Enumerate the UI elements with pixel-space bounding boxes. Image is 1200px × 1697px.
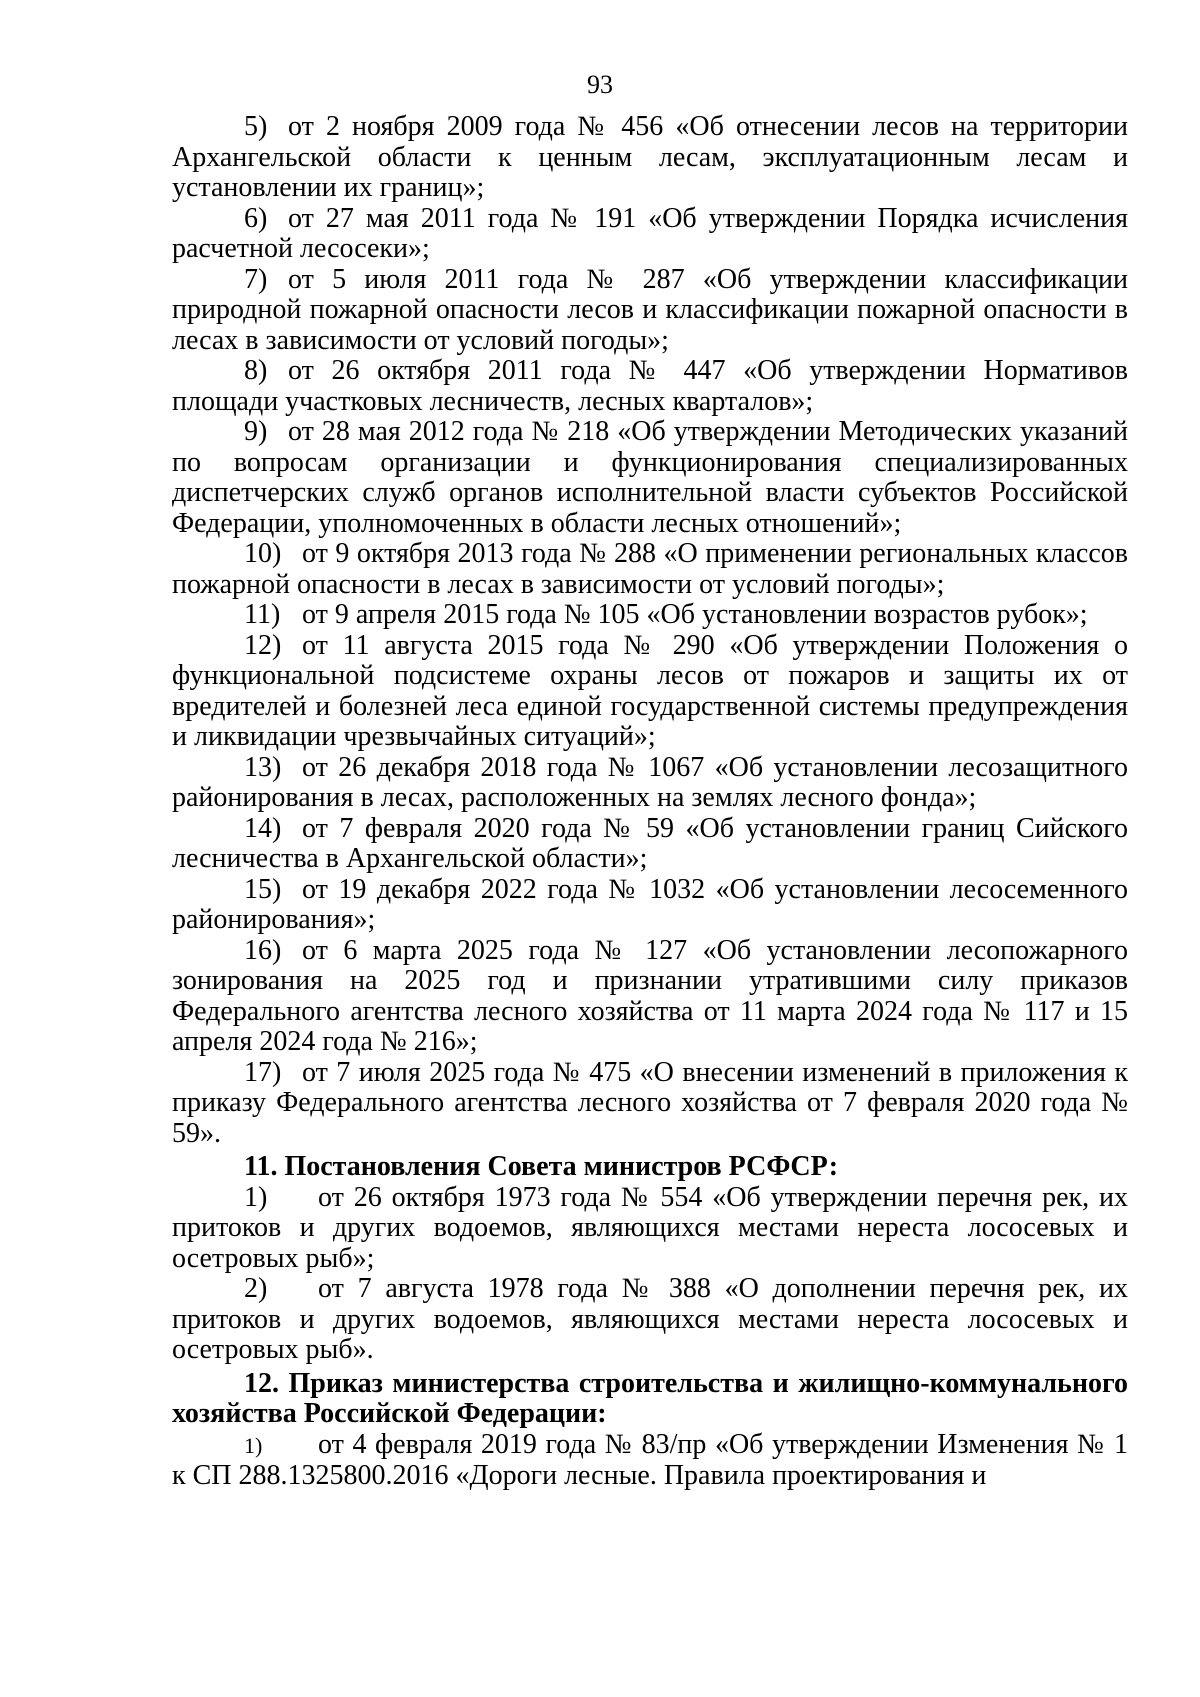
list-item: [172, 600, 1128, 631]
item-number: 16): [244, 934, 282, 966]
list-item: [172, 1183, 1128, 1275]
item-number: 9): [244, 416, 268, 447]
item-number: 1): [244, 1432, 263, 1458]
item-number: 2): [244, 1273, 268, 1304]
item-number: 13): [244, 751, 282, 783]
list-item: [172, 1274, 1128, 1366]
item-text: от 28 мая 2012 года № 218 «Об утверждении Методических указаний по вопросам организации и функционирования специализированных диспетчерских служб органов исполнительной власти субъектов Российской Федерации, уполномоченных в области лесных отношений»;: [172, 416, 1128, 539]
list-item: [172, 631, 1128, 753]
list-item: [172, 875, 1128, 936]
item-number: 7): [244, 263, 268, 295]
item-text: от 7 июля 2025 года № 475 «О внесении изменений в приложения к приказу Федерального агентства лесного хозяйства от 7 февраля 2020 года № 59».: [172, 1056, 1128, 1149]
section-heading: 11. Постановления Совета министров РСФСР:: [244, 1151, 839, 1182]
item-number: 15): [244, 873, 282, 905]
list-item: [172, 265, 1128, 357]
list-item: [172, 356, 1128, 417]
item-text: от 26 декабря 2018 года № 1067 «Об установлении лесозащитного районирования в лесах, расположенных на землях лесного фонда»;: [172, 751, 1128, 813]
list-item: [172, 417, 1128, 539]
item-text: от 9 апреля 2015 года № 105 «Об установлении возрастов рубок»;: [302, 599, 1088, 630]
item-number: 6): [244, 202, 268, 234]
item-number: 12): [244, 629, 282, 661]
list-item: [172, 753, 1128, 814]
item-text: от 27 мая 2011 года № 191 «Об утверждении Порядка исчисления расчетной лесосеки»;: [172, 202, 1128, 264]
item-text: от 19 декабря 2022 года № 1032 «Об установлении лесосеменного районирования»;: [172, 873, 1128, 935]
section-heading: 12. Приказ министерства строительства и жилищно-коммунального хозяйства Российской Федерации:: [172, 1367, 1128, 1429]
list-item: [172, 1430, 1128, 1492]
item-number: 1): [244, 1181, 268, 1213]
item-text: от 2 ноября 2009 года № 456 «Об отнесении лесов на территории Архангельской области к ценным лесам, эксплуатационным лесам и установлении их границ»;: [172, 111, 1128, 203]
list-item: [172, 1058, 1128, 1150]
page-number: 93: [587, 70, 613, 99]
item-number: 14): [244, 812, 282, 844]
item-text: от 7 августа 1978 года № 388 «О дополнении перечня рек, их притоков и других водоемов, являющихся местами нереста лососевых и осетровых рыб».: [172, 1273, 1128, 1365]
item-text: от 26 октября 2011 года № 447 «Об утверждении Нормативов площади участковых лесничеств, лесных кварталов»;: [172, 355, 1128, 417]
item-number: 11): [244, 599, 281, 630]
item-number: 17): [244, 1056, 282, 1088]
document-body: [172, 112, 1128, 1492]
item-number: 5): [244, 111, 268, 142]
item-text: от 7 февраля 2020 года № 59 «Об установлении границ Сийского лесничества в Архангельской области»;: [172, 812, 1128, 874]
list-item: [172, 204, 1128, 265]
list-item: [172, 539, 1128, 600]
item-text: от 11 августа 2015 года № 290 «Об утверждении Положения о функциональной подсистеме охраны лесов от пожаров и защиты их от вредителей и болезней леса единой государственной системы предупреждения и ликвидации чрезвычайных ситуаций»;: [172, 629, 1128, 752]
item-number: 8): [244, 355, 268, 386]
list-item: [172, 814, 1128, 875]
item-text: от 26 октября 1973 года № 554 «Об утверждении перечня рек, их притоков и других водоемов, являющихся местами нереста лососевых и осетровых рыб»;: [172, 1181, 1128, 1274]
item-text: от 4 февраля 2019 года № 83/пр «Об утверждении Изменения № 1 к СП 288.1325800.2016 «Дороги лесные. Правила проектирования и: [172, 1428, 1128, 1491]
item-text: от 9 октября 2013 года № 288 «О применении региональных классов пожарной опасности в лесах в зависимости от условий погоды»;: [172, 538, 1128, 600]
item-number: 10): [244, 538, 282, 569]
item-text: от 5 июля 2011 года № 287 «Об утверждении классификации природной пожарной опасности лесов и классификации пожарной опасности в лесах в зависимости от условий погоды»;: [172, 263, 1128, 356]
list-item: [172, 936, 1128, 1058]
list-item: [172, 112, 1128, 204]
item-text: от 6 марта 2025 года № 127 «Об установлении лесопожарного зонирования на 2025 год и признании утратившими силу приказов Федерального агентства лесного хозяйства от 11 марта 2024 года № 117 и 15 апреля 2024 года № 216»;: [172, 934, 1128, 1057]
